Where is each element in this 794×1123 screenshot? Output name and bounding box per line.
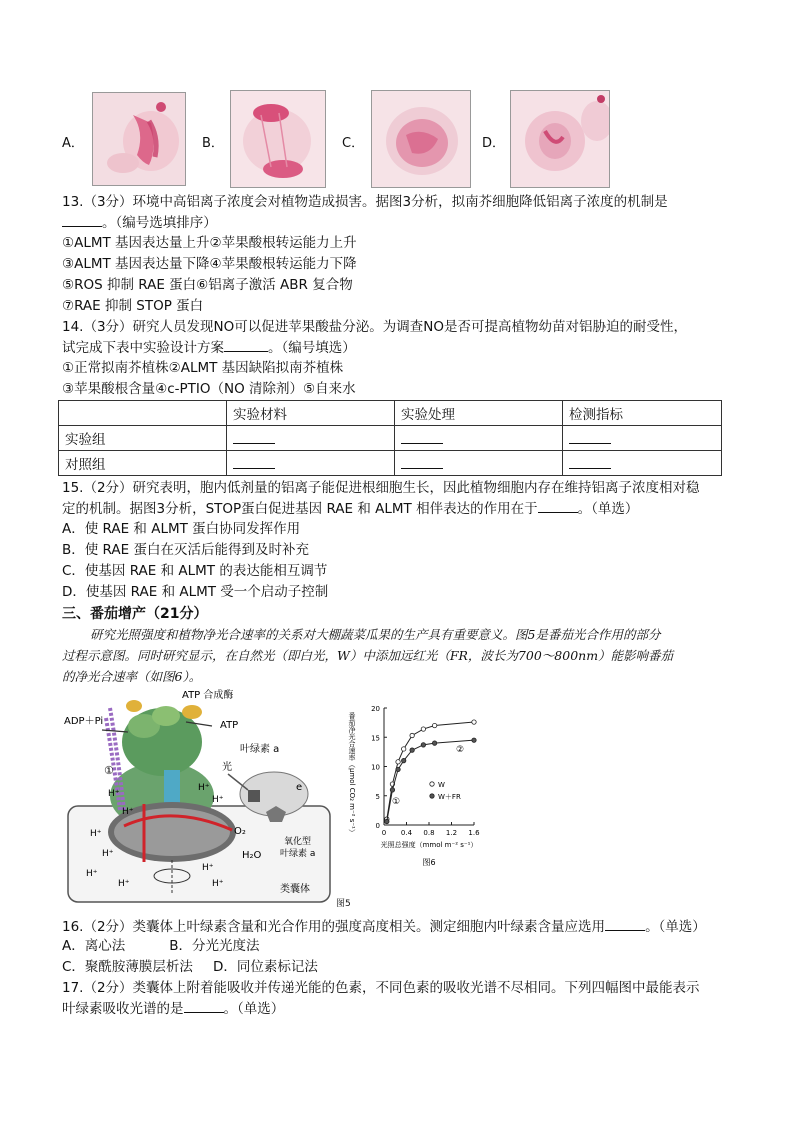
q15-option-b[interactable]: B．使 RAE 蛋白在灭活后能得到及时补充 (62, 542, 309, 558)
x-tick-label: 1.6 (468, 829, 480, 837)
micrograph-a (92, 92, 186, 186)
q13-stem-2: 。（编号选填排序） (62, 212, 217, 233)
fig5-label-hplus: H⁺ (108, 789, 120, 799)
answer-blank[interactable] (569, 429, 611, 444)
section-intro: 过程示意图。同时研究显示，在自然光（即白光，W）中添加远红光（FR，波长为700～800nm）能影响番茄 (62, 648, 674, 663)
section-intro: 的净光合速率（如图6）。 (62, 669, 202, 684)
figure-5-thylakoid-diagram (62, 686, 342, 906)
q13-option-line: ⑤ROS 抑制 RAE 蛋白⑥铝离子激活 ABR 复合物 (62, 277, 353, 293)
annotation-circle-1: ① (392, 797, 401, 807)
fig5-label-atp-synthase: ATP 合成酶 (182, 690, 234, 701)
table-header-cell: 实验材料 (227, 401, 395, 426)
q17-answer-blank[interactable] (184, 998, 224, 1013)
q15-answer-blank[interactable] (538, 498, 578, 513)
y-axis-label: 番茄净光合速率（μmol CO₂ m⁻² s⁻¹） (348, 712, 356, 836)
q13-option-line: ③ALMT 基因表达量下降④苹果酸根转运能力下降 (62, 256, 357, 272)
fig5-label-hplus: H⁺ (102, 849, 114, 859)
micrograph-c (371, 90, 471, 188)
table-header-row (59, 401, 722, 426)
answer-blank[interactable] (233, 454, 275, 469)
annotation-circle-2: ② (456, 745, 465, 755)
legend-marker-w (430, 782, 434, 786)
q15-stem-2: 定的机制。据图3分析，STOP蛋白促进基因 RAE 和 ALMT 相伴表达的作用在于 。（单选） (62, 498, 638, 519)
data-point (421, 727, 425, 731)
table-header-cell: 检测指标 (563, 401, 722, 426)
fig5-label-hplus: H⁺ (198, 783, 210, 793)
data-point (421, 743, 425, 747)
q15-option-d[interactable]: D．使基因 RAE 和 ALMT 受一个启动子控制 (62, 584, 329, 600)
option-b-label: B． (202, 136, 224, 151)
q15-stem: 15.（2分）研究表明，胞内低剂量的铝离子能促进根细胞生长，因此植物细胞内存在维持铝离子浓度相对稳 (62, 480, 700, 496)
fig5-label-hplus: H⁺ (90, 829, 102, 839)
q13-stem: 13.（3分）环境中高铝离子浓度会对植物造成损害。据图3分析，拟南芥细胞降低铝离子浓度的机制是 (62, 194, 668, 210)
x-tick-label: 0.8 (423, 829, 435, 837)
y-tick-label: 5 (375, 792, 380, 801)
data-point (432, 741, 436, 745)
q16-options-row-1 (62, 936, 260, 956)
q14-stem: 14.（3分）研究人员发现NO可以促进苹果酸盐分泌。为调查NO是否可提高植物幼苗对铝胁迫的耐受性， (62, 319, 688, 335)
fig5-label-adp: ADP＋Pi (64, 716, 104, 727)
legend-label: W＋FR (438, 793, 461, 801)
y-tick-label: 0 (375, 822, 380, 830)
answer-blank[interactable] (233, 429, 275, 444)
q16-option-b[interactable]: B．分光光度法 (169, 938, 260, 954)
data-point (385, 819, 389, 823)
fig5-label-o2: O₂ (234, 826, 246, 837)
option-c-label: C． (342, 136, 365, 151)
option-a-label: A． (62, 136, 84, 151)
fig5-caption: 图5 (336, 899, 351, 909)
micrograph-d (510, 90, 610, 188)
y-tick-label: 15 (371, 734, 380, 743)
data-point (410, 748, 414, 752)
q14-option-line: ①正常拟南芥植株②ALMT 基因缺陷拟南芥植株 (62, 360, 344, 376)
data-point (396, 767, 400, 771)
fig5-label-hplus: H⁺ (202, 863, 214, 873)
fig5-label-ox2: 叶绿素 a (280, 849, 316, 859)
table-row (59, 451, 722, 476)
data-point (410, 733, 414, 737)
q15-option-a[interactable]: A．使 RAE 和 ALMT 蛋白协同发挥作用 (62, 521, 301, 537)
option-d-label: D． (482, 136, 506, 151)
table-header-cell (59, 401, 227, 426)
data-point (401, 758, 405, 762)
legend-label: W (438, 781, 445, 789)
q16-answer-blank[interactable] (605, 916, 645, 931)
q14-answer-blank[interactable] (224, 337, 268, 352)
x-tick-label: 1.2 (445, 829, 458, 837)
fig5-label-h2o: H₂O (242, 850, 262, 861)
data-point (401, 747, 405, 751)
q13-answer-blank[interactable] (62, 212, 102, 227)
fig5-label-hplus: H⁺ (122, 807, 134, 817)
answer-blank[interactable] (401, 454, 443, 469)
q13-option-line: ①ALMT 基因表达量上升②苹果酸根转运能力上升 (62, 235, 357, 251)
fig5-label-e: e (296, 782, 303, 793)
table-header-cell: 实验处理 (395, 401, 563, 426)
data-point (472, 720, 476, 724)
legend-marker-wfr (430, 794, 434, 798)
y-tick-label: 10 (371, 763, 380, 772)
answer-blank[interactable] (569, 454, 611, 469)
experiment-design-table (58, 400, 722, 476)
fig5-label-hplus: H⁺ (212, 795, 224, 805)
fig5-label-light: 光 (222, 762, 232, 773)
fig5-label-ox: 氧化型 (284, 837, 312, 847)
q17-stem-2: 叶绿素吸收光谱的是 。（单选） (62, 998, 284, 1019)
section-intro: 研究光照强度和植物净光合速率的关系对大棚蔬菜瓜果的生产具有重要意义。图5是番茄光合作用的部分 (90, 627, 661, 642)
row-label: 实验组 (59, 426, 227, 451)
micrograph-b (230, 90, 326, 188)
q16-options-row-2 (62, 957, 318, 977)
fig5-label-hplus: H⁺ (118, 879, 130, 889)
data-point (396, 760, 400, 764)
y-tick-label: 20 (371, 705, 380, 713)
fig5-label-chla: 叶绿素 a (240, 744, 280, 755)
fig5-label-hplus: H⁺ (86, 869, 98, 879)
fig5-label-thylakoid: 类囊体 (280, 884, 310, 895)
q17-stem: 17.（2分）类囊体上附着能吸收并传递光能的色素，不同色素的吸收光谱不尽相同。下列四幅图中最能表示 (62, 980, 700, 996)
data-point (390, 788, 394, 792)
data-point (472, 738, 476, 742)
q16-option-d[interactable]: D．同位素标记法 (212, 959, 318, 975)
fig5-label-atp: ATP (220, 720, 239, 731)
row-label: 对照组 (59, 451, 227, 476)
fig5-label-circle1: ① (104, 764, 114, 777)
q16-stem: 16.（2分）类囊体上叶绿素含量和光合作用的强度高度相关。测定细胞内叶绿素含量应选用 。（单选） (62, 916, 706, 937)
q16-option-c[interactable]: C．聚酰胺薄膜层析法 (62, 959, 193, 975)
q14-option-line: ③苹果酸根含量④c-PTIO（NO 清除剂）⑤自来水 (62, 381, 356, 397)
q16-option-a[interactable]: A．离心法 (62, 938, 126, 954)
section-title: 三、番茄增产（21分） (62, 606, 208, 622)
q14-stem-2: 试完成下表中实验设计方案 。（编号填选） (62, 337, 356, 358)
answer-blank[interactable] (401, 429, 443, 444)
data-point (432, 723, 436, 727)
x-tick-label: 0.4 (400, 829, 413, 837)
chart-caption: 图6 (422, 858, 436, 867)
q15-option-c[interactable]: C．使基因 RAE 和 ALMT 的表达能相互调节 (62, 563, 328, 579)
x-axis-label: 光照总强度（mmol m⁻² s⁻¹） (380, 841, 478, 849)
figure-6-chart (344, 700, 494, 880)
fig5-label-hplus: H⁺ (212, 879, 224, 889)
table-row (59, 426, 722, 451)
q13-option-line: ⑦RAE 抑制 STOP 蛋白 (62, 298, 204, 314)
x-tick-label: 0 (381, 829, 387, 837)
